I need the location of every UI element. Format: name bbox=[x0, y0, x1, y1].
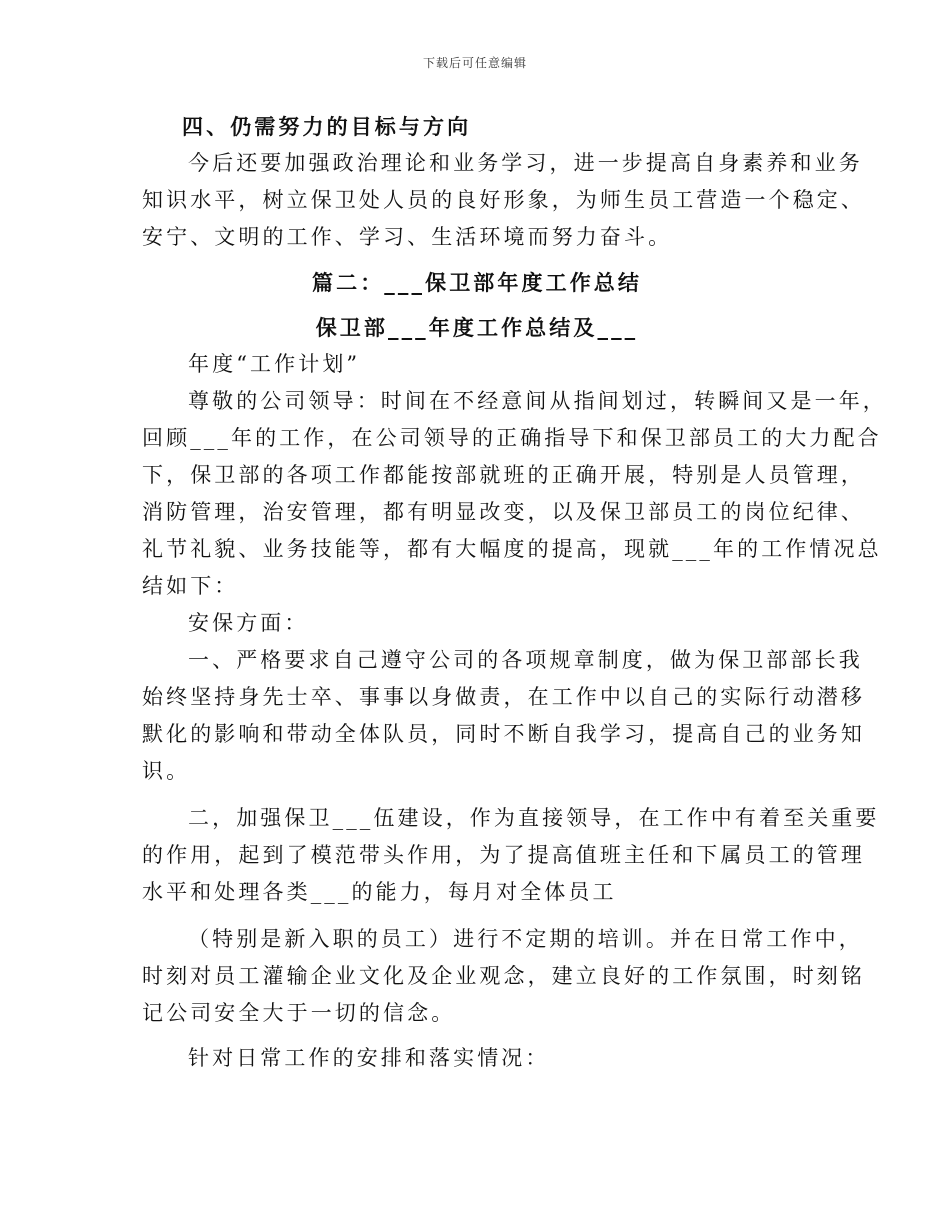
paragraph-line: 默化的影响和带动全体队员，同时不断自我学习，提高自己的业务知 bbox=[142, 722, 865, 746]
paragraph-line: 今后还要加强政治理论和业务学习，进一步提高自身素养和业务 bbox=[188, 151, 863, 175]
subtitle-continuation: 年度“工作计划” bbox=[188, 352, 361, 376]
paragraph-line: 记公司安全大于一切的信念。 bbox=[142, 1001, 456, 1025]
paragraph-line: 安宁、文明的工作、学习、生活环境而努力奋斗。 bbox=[142, 225, 673, 249]
document-body bbox=[142, 108, 887, 1077]
paragraph-line: 的作用，起到了模范带头作用，为了提高值班主任和下属员工的管理 bbox=[142, 843, 865, 867]
paragraph-line: 水平和处理各类___的能力，每月对全体员工 bbox=[142, 880, 617, 904]
paragraph-line: 始终坚持身先士卒、事事以身做责，在工作中以自己的实际行动潜移 bbox=[142, 685, 865, 709]
paragraph-line: 识。 bbox=[142, 759, 191, 783]
paragraph-line: 礼节礼貌、业务技能等，都有大幅度的提高，现就___年的工作情况总 bbox=[142, 537, 882, 561]
subsection-heading: 针对日常工作的安排和落实情况： bbox=[188, 1046, 550, 1070]
paragraph-line: 回顾___年的工作，在公司领导的正确指导下和保卫部员工的大力配合 bbox=[142, 426, 882, 450]
paragraph-line: 知识水平，树立保卫处人员的良好形象，为师生员工营造一个稳定、 bbox=[142, 188, 865, 212]
paragraph-line: 二，加强保卫___伍建设，作为直接领导，在工作中有着至关重要 bbox=[188, 806, 880, 830]
paragraph-line: 下，保卫部的各项工作都能按部就班的正确开展，特别是人员管理， bbox=[142, 463, 865, 487]
paragraph-line: 结如下： bbox=[142, 574, 239, 598]
section-heading: 四、仍需努力的目标与方向 bbox=[182, 114, 472, 139]
paragraph-line: 时刻对员工灌输企业文化及企业观念，建立良好的工作氛围，时刻铭 bbox=[142, 964, 865, 988]
paragraph-line: （特别是新入职的员工）进行不定期的培训。并在日常工作中， bbox=[188, 927, 863, 951]
subsection-heading: 安保方面： bbox=[188, 611, 309, 635]
header-note: 下载后可任意编辑 bbox=[422, 56, 527, 70]
paragraph-line: 一、严格要求自己遵守公司的各项规章制度，做为保卫部部长我 bbox=[188, 648, 863, 672]
part-subtitle: 保卫部___年度工作总结及___ bbox=[315, 315, 639, 340]
paragraph-line: 消防管理，治安管理，都有明显改变，以及保卫部员工的岗位纪律、 bbox=[142, 500, 865, 524]
part-title: 篇二：___保卫部年度工作总结 bbox=[312, 270, 642, 295]
paragraph-line: 尊敬的公司领导：时间在不经意间从指间划过，转瞬间又是一年， bbox=[188, 389, 887, 413]
